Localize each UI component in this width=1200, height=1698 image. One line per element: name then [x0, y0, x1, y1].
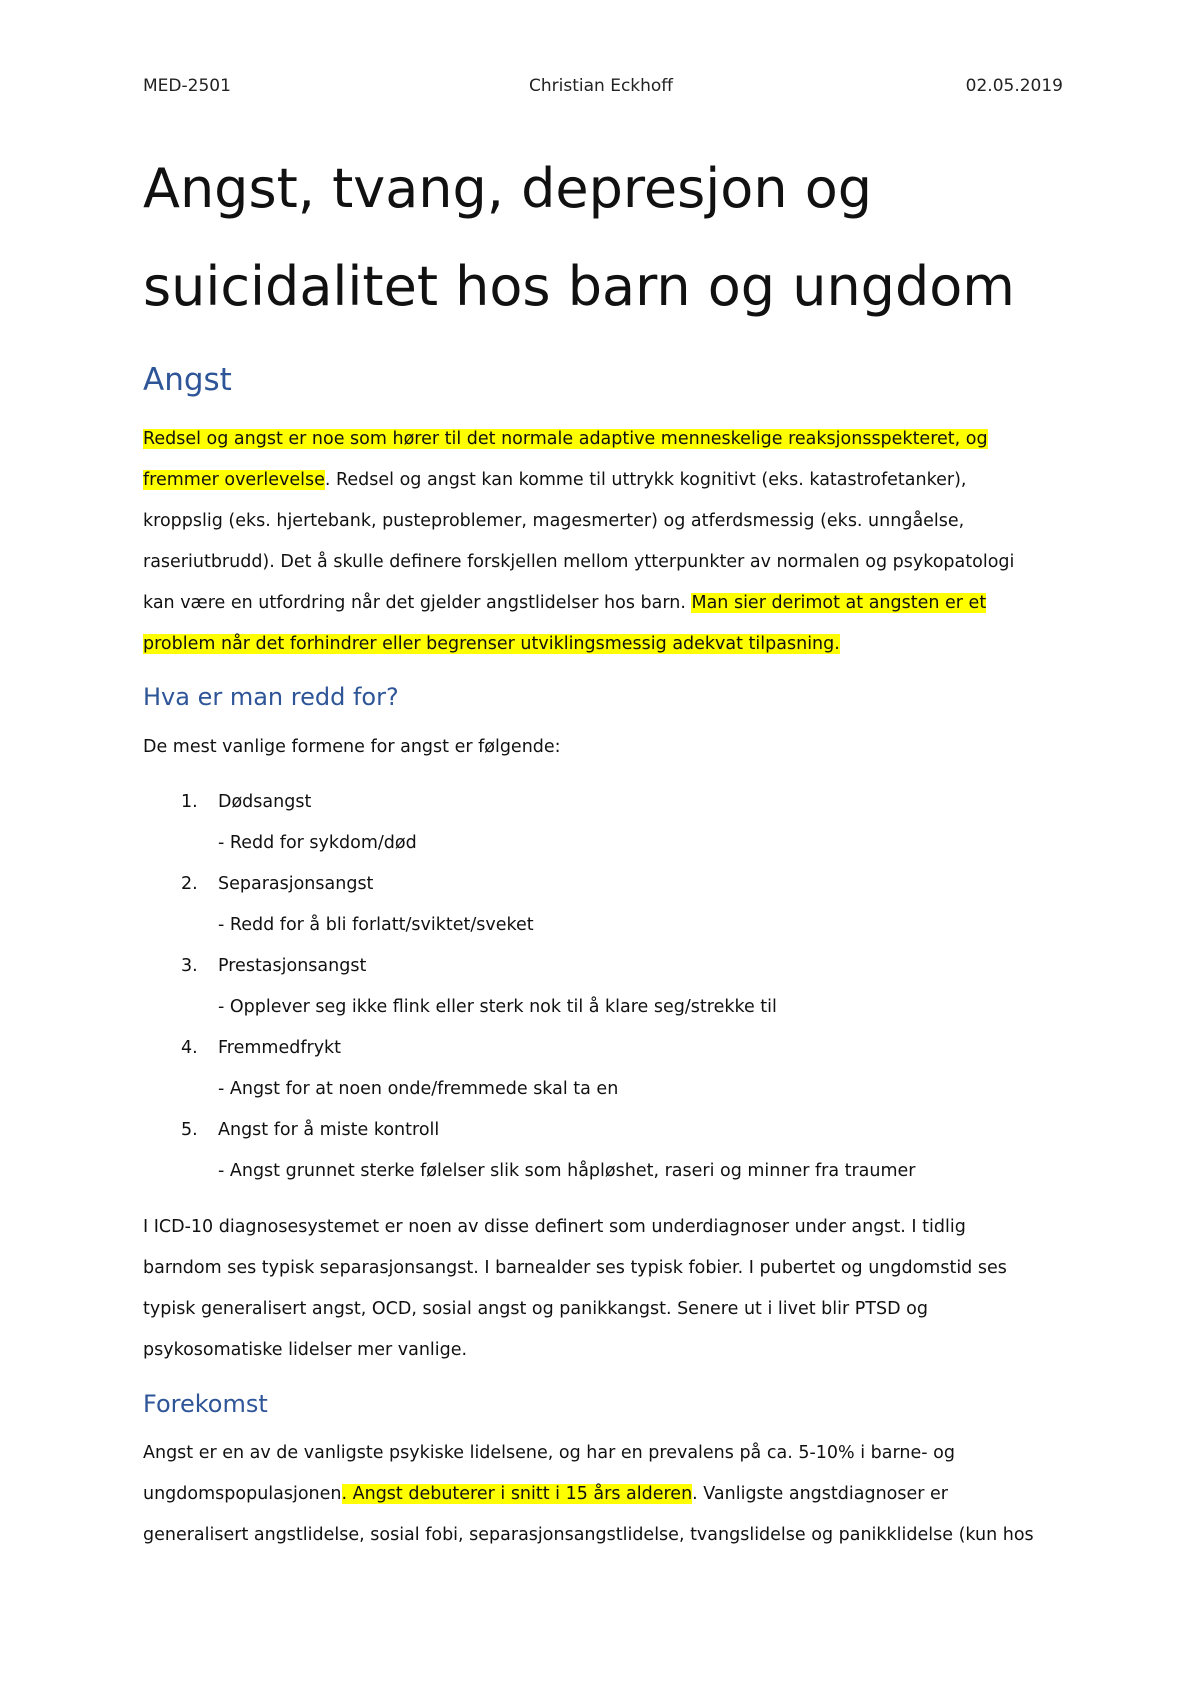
- list-item-title: Fremmedfrykt: [218, 1038, 342, 1058]
- highlighted-text: . Angst debuterer i snitt i 15 års alderen: [341, 1484, 693, 1504]
- list-item: [143, 946, 1023, 1028]
- text-line: psykosomatiske lidelser mer vanlige.: [143, 1340, 468, 1360]
- list-item-title: Dødsangst: [218, 792, 312, 812]
- paragraph-list-intro: [143, 727, 1063, 768]
- body-text: . Redsel og angst kan komme til uttrykk kognitivt (eks. katastrofetanker),: [324, 470, 967, 490]
- text-line: barndom ses typisk separasjonsangst. I barnealder ses typisk fobier. I pubertet og ungdomstid ses: [143, 1258, 1007, 1278]
- fear-types-list: [143, 782, 1023, 1192]
- paragraph-icd10: [143, 1207, 1063, 1371]
- highlighted-text: problem når det forhindrer eller begrenser utviklingsmessig adekvat tilpasning.: [143, 634, 840, 654]
- text-line: [143, 460, 1063, 501]
- list-number: 4.: [181, 1038, 198, 1058]
- text-line: generalisert angstlidelse, sosial fobi, separasjonsangstlidelse, tvangslidelse og panikklidelse (kun hos: [143, 1525, 1034, 1545]
- list-item-title: Prestasjonsangst: [218, 956, 367, 976]
- title-line-2: suicidalitet hos barn og ungdom: [143, 255, 1015, 318]
- text-line: kroppslig (eks. hjertebank, pusteproblemer, magesmerter) og atferdsmessig (eks. unngåelse,: [143, 511, 965, 531]
- list-item-description: - Redd for å bli forlatt/sviktet/sveket: [218, 915, 534, 935]
- document-title: [143, 140, 1083, 336]
- heading-hva-er-man-redd-for: Hva er man redd for?: [143, 683, 399, 711]
- list-item: [143, 1110, 1023, 1192]
- text-line: raseriutbrudd). Det å skulle definere forskjellen mellom ytterpunkter av normalen og psykopatologi: [143, 552, 1015, 572]
- paragraph-forekomst: [143, 1433, 1063, 1556]
- highlighted-text: Redsel og angst er noe som hører til det normale adaptive menneskelige reaksjonsspekteret, og: [143, 429, 988, 449]
- text-line: typisk generalisert angst, OCD, sosial angst og panikkangst. Senere ut i livet blir PTSD og: [143, 1299, 928, 1319]
- list-item-description: - Angst for at noen onde/fremmede skal ta en: [218, 1079, 619, 1099]
- highlighted-text: Man sier derimot at angsten er et: [691, 593, 987, 613]
- list-item: [143, 1028, 1023, 1110]
- paragraph-angst-intro: [143, 419, 1063, 665]
- highlighted-text: fremmer overlevelse: [143, 470, 325, 490]
- body-text: . Vanligste angstdiagnoser er: [692, 1484, 948, 1504]
- header-course-code: MED-2501: [143, 76, 231, 96]
- text-line: Angst er en av de vanligste psykiske lidelsene, og har en prevalens på ca. 5-10% i barne- og: [143, 1443, 955, 1463]
- body-text: kan være en utfordring når det gjelder angstlidelser hos barn.: [143, 593, 692, 613]
- body-text: ungdomspopulasjonen: [143, 1484, 342, 1504]
- list-item-title: Separasjonsangst: [218, 874, 374, 894]
- title-line-1: Angst, tvang, depresjon og: [143, 157, 873, 220]
- text-line: [143, 419, 1063, 460]
- list-number: 5.: [181, 1120, 198, 1140]
- list-number: 1.: [181, 792, 198, 812]
- list-item: [143, 782, 1023, 864]
- list-item: [143, 864, 1023, 946]
- list-item-description: - Redd for sykdom/død: [218, 833, 417, 853]
- text-line: [143, 583, 1063, 624]
- heading-forekomst: Forekomst: [143, 1390, 268, 1418]
- text-line: De mest vanlige formene for angst er følgende:: [143, 737, 561, 757]
- list-number: 3.: [181, 956, 198, 976]
- text-line: [143, 624, 1063, 665]
- heading-angst: Angst: [143, 362, 232, 398]
- header-author: Christian Eckhoff: [529, 76, 674, 96]
- text-line: I ICD-10 diagnosesystemet er noen av disse definert som underdiagnoser under angst. I tidlig: [143, 1217, 966, 1237]
- page-header: [143, 76, 1063, 102]
- header-date: 02.05.2019: [965, 76, 1063, 96]
- list-item-description: - Opplever seg ikke flink eller sterk nok til å klare seg/strekke til: [218, 997, 777, 1017]
- text-line: [143, 1474, 1063, 1515]
- list-item-description: - Angst grunnet sterke følelser slik som håpløshet, raseri og minner fra traumer: [218, 1161, 916, 1181]
- list-item-title: Angst for å miste kontroll: [218, 1120, 440, 1140]
- list-number: 2.: [181, 874, 198, 894]
